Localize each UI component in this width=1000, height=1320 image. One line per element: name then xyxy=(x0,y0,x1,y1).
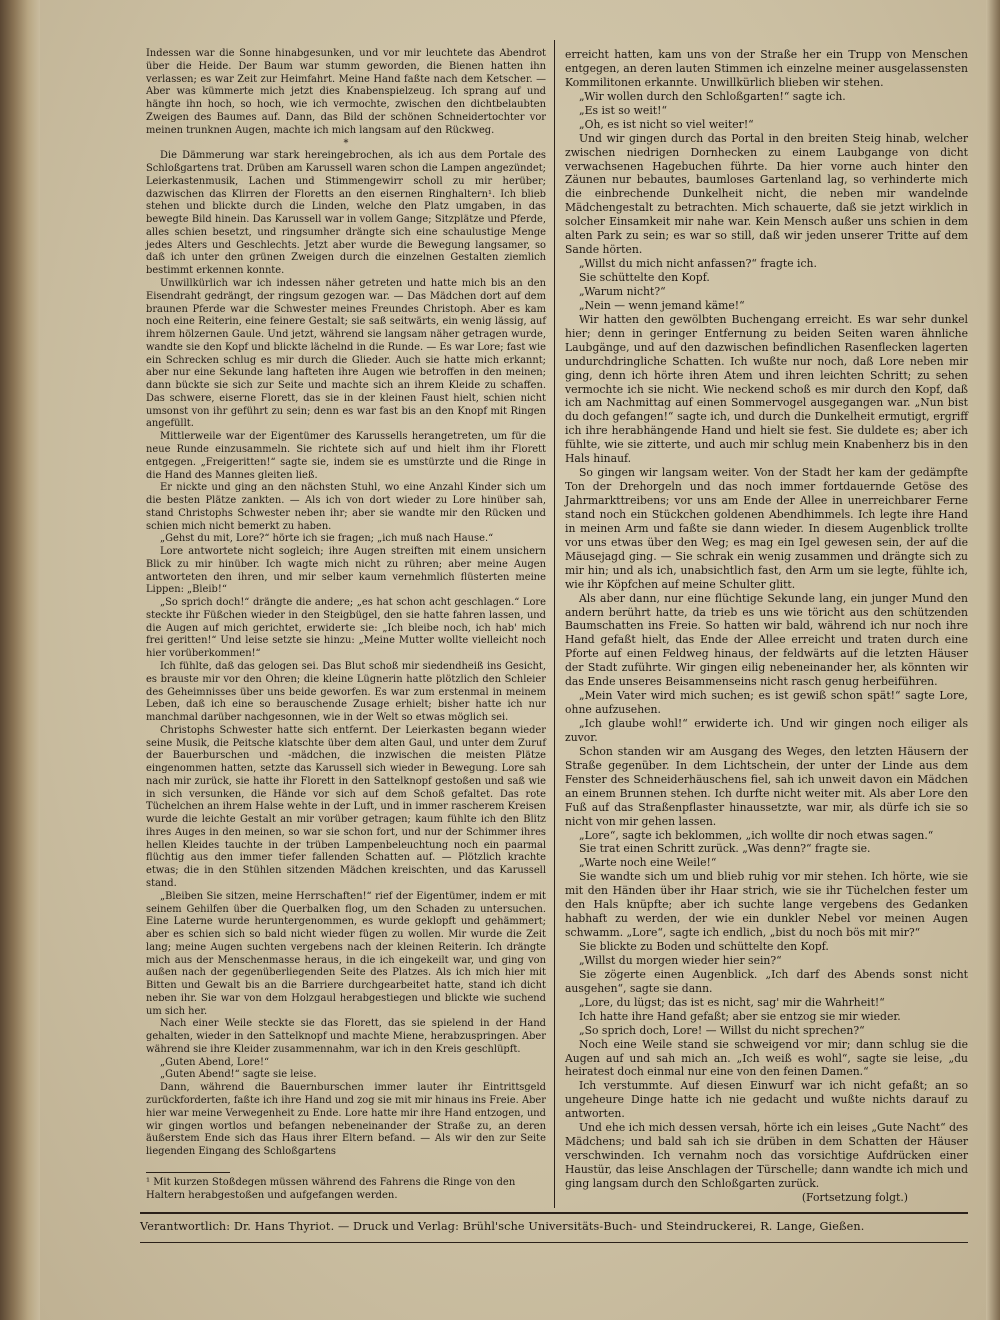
book-binding xyxy=(0,0,40,1320)
paragraph: Als aber dann, nur eine flüchtige Sekunde lang, ein junger Mund den andern berührt hatte, da trieb es uns wie töricht aus den schützenden Baumschatten ins Freie. So hatten wir bald, während ich nur noch ihre Hand gefaßt hielt, das Ende der Allee erreicht und traten durch eine Pforte auf einen Feldweg hinaus, der feldwärts auf die letzten Häuser der Stadt zuführte. Wir gingen eilig nebeneinander her, als könnten wir das Ende unseres Beisammenseins nicht rasch genug herbeiführen. xyxy=(565,591,968,689)
paragraph: „Ich glaube wohl!“ erwiderte ich. Und wir gingen noch eiliger als zuvor. xyxy=(565,717,968,744)
paragraph: „Es ist so weit!“ xyxy=(579,103,667,117)
paragraph: „Guten Abend, Lore!“ xyxy=(160,1056,270,1068)
paragraph: Noch eine Weile stand sie schweigend vor mir; dann schlug sie die Augen auf und sah mich an. „Ich weiß es wohl“, sagte sie leise, „du heiratest doch einmal nur eine von den feinen Damen.“ xyxy=(565,1037,968,1079)
paragraph: Sie trat einen Schritt zurück. „Was denn?“ fragte sie. xyxy=(579,842,871,856)
left-column xyxy=(146,48,546,1159)
imprint-rule-lower xyxy=(140,1242,968,1243)
footnote: ¹ Mit kurzen Stoßdegen müssen während des Fahrens die Ringe von den Haltern herabgestoßen und aufgefangen werden. xyxy=(146,1177,516,1201)
continuation-note: (Fortsetzung folgt.) xyxy=(801,1190,908,1204)
paragraph: Schon standen wir am Ausgang des Weges, den letzten Häusern der Straße gegenüber. In dem Lichtschein, der unter der Linde aus dem Fenster des Schneiderhäuschens fiel, sah ich unweit davon ein Mädchen an einem Brunnen stehen. Ich durfte nicht weiter mit. Als aber Lore den Fuß auf das Straßenpflaster hinaussetzte, war mir, als dürfe ich sie so nicht von mir gehen lassen. xyxy=(565,744,968,828)
paragraph: „Gehst du mit, Lore?“ hörte ich sie fragen; „ich muß nach Hause.“ xyxy=(160,533,494,545)
paragraph: „Bleiben Sie sitzen, meine Herrschaften!“ rief der Eigentümer, indem er mit seinem Gehilfen über die Querbalken flog, um den Schaden zu untersuchen. Eine Laterne wurde heruntergenommen, es wurde geklopft und gehämmert; aber es schien sich so bald nicht wieder fügen zu wollen. Mir wurde die Zeit lang; meine Augen suchten vergebens nach der kleinen Reiterin. Ich drängte mich aus der Menschenmasse heraus, in die ich eingekeilt war, und ging von außen nach der gegenüberliegenden Seite des Platzes. Als ich mich hier mit Bitten und Gewalt bis an die Barriere durchgearbeitet hatte, stand ich dicht neben ihr. Sie war von dem Holzgaul herabgestiegen und blickte wie suchend um sich her. xyxy=(146,890,546,1017)
paragraph: „Wir wollen durch den Schloßgarten!“ sagte ich. xyxy=(579,89,846,103)
paragraph: Ich fühlte, daß das gelogen sei. Das Blut schoß mir siedendheiß ins Gesicht, es brauste mir vor den Ohren; die kleine Lügnerin hatte plötzlich den Schleier des Geheimnisses über uns beide geworfen. Es war zum erstenmal in meinem Leben, daß ich eine so berauschende Zusage erhielt; bisher hatte ich nur manchmal darüber nachgesonnen, wie in der Welt so etwas möglich sei. xyxy=(146,660,546,724)
paragraph: „Nein — wenn jemand käme!“ xyxy=(579,298,745,312)
column-divider xyxy=(554,40,555,1208)
paragraph: Und ehe ich mich dessen versah, hörte ich ein leises „Gute Nacht“ des Mädchens; und bald sah ich sie drüben in dem Schatten der Häuser verschwinden. Ich vernahm noch das vorsichtige Aufdrücken einer Haustür, das leise Anschlagen der Türschelle; dann wandte ich mich und ging langsam durch den Schloßgarten zurück. xyxy=(565,1121,968,1190)
paragraph: Unwillkürlich war ich indessen näher getreten und hatte mich bis an den Eisendraht gedrängt, der ringsum gezogen war. — Das Mädchen dort auf dem braunen Pferde war die Schwester meines Freundes Christoph. Aber es kam noch eine Reiterin, eine feinere Gestalt; sie saß seitwärts, ein wenig lässig, auf ihrem hölzernen Gaule. Und jetzt, während sie langsam näher getragen wurde, wandte sie den Kopf und blickte lächelnd in die Runde. — Es war Lore; fast wie ein Schrecken schlug es mir durch die Glieder. Auch sie hatte mich erkannt; aber nur eine Sekunde lang hafteten ihre Augen wie betroffen in den meinen; dann bückte sie sich zur Seite und machte sich an ihrem Kleide zu schaffen. Das schwere, eiserne Florett, das sie in der kleinen Faust hielt, schien nicht umsonst von ihr geführt zu sein; denn es war fast bis an den Knopf mit Ringen angefüllt. xyxy=(146,278,546,430)
paragraph: Sie blickte zu Boden und schüttelte den Kopf. xyxy=(579,940,829,953)
paragraph: Mittlerweile war der Eigentümer des Karussells herangetreten, um für die neue Runde einzusammeln. Sie richtete sich auf und hielt ihm ihr Florett entgegen. „Freigeritten!“ sagte sie, indem sie es umstürzte und die Ringe in die Hand des Mannes gleiten ließ. xyxy=(146,431,546,481)
paragraph: So gingen wir langsam weiter. Von der Stadt her kam der gedämpfte Ton der Drehorgeln und das noch immer fortdauernde Getöse des Jahrmarkttreibens; vor uns am Ende der Allee in unerreichbarer Ferne stand noch ein Stückchen goldenen Abendhimmels. Ich legte ihre Hand in meinen Arm und faßte sie dann wieder. In diesem Augenblick trollte vor uns etwas über den Weg; es mag ein Igel gewesen sein, der auf die Mäusejagd ging. — Sie schrak ein wenig zusammen und drängte sich zu mir hin; und als ich, unabsichtlich fast, den Arm um sie legte, fühlte ich, wie ihr Köpfchen auf meine Schulter glitt. xyxy=(565,466,968,591)
paragraph: erreicht hatten, kam uns von der Straße her ein Trupp von Menschen entgegen, an deren lauten Stimmen ich einzelne meiner ausgelassensten Kommilitonen erkannte. Unwillkürlich blieben wir stehen. xyxy=(565,48,968,89)
paragraph: „Oh, es ist nicht so viel weiter!“ xyxy=(579,117,754,131)
footnote-rule xyxy=(146,1172,230,1173)
paragraph: „Warte noch eine Weile!“ xyxy=(579,856,717,870)
paragraph: „So sprich doch, Lore! — Willst du nicht sprechen?“ xyxy=(579,1023,865,1037)
page-edge xyxy=(986,0,1000,1320)
paragraph: „Guten Abend!“ sagte sie leise. xyxy=(160,1069,317,1081)
imprint-line: Verantwortlich: Dr. Hans Thyriot. — Druck und Verlag: Brühl'sche Universitäts-Buch- und Steindruckerei, R. Lange, Gießen. xyxy=(140,1220,865,1233)
paragraph: Lore antwortete nicht sogleich; ihre Augen streiften mit einem unsichern Blick zu mir hinüber. Ich wagte mich nicht zu rühren; aber meine Augen antworteten den ihren, und mir selber kaum vernehmlich flüsterten meine Lippen: „Bleib!“ xyxy=(146,546,546,596)
paragraph: „So sprich doch!“ drängte die andere; „es hat schon acht geschlagen.“ Lore steckte ihr Füßchen wieder in den Steigbügel, den sie hatte fahren lassen, und die Augen auf mich gerichtet, erwiderte sie: „Ich bleibe noch, ich hab' mich frei geritten!“ Und leise setzte sie hinzu: „Meine Mutter wollte vielleicht noch hier vorüberkommen!“ xyxy=(146,597,546,660)
paragraph: Dann, während die Bauernburschen immer lauter ihr Eintrittsgeld zurückforderten, faßte ich ihre Hand und zog sie mit mir hinaus ins Freie. Aber hier war meine Verwegenheit zu Ende. Lore hatte mir ihre Hand entzogen, und wir gingen wortlos und befangen nebeneinander der Straße zu, an deren äußerstem Ende sich das Haus ihrer Eltern befand. — Als wir den zur Seite liegenden Eingang des Schloßgartens xyxy=(146,1082,546,1158)
paragraph: Christophs Schwester hatte sich entfernt. Der Leierkasten begann wieder seine Musik, die Peitsche klatschte über dem alten Gaul, und unter dem Zuruf der Bauerburschen und -mädchen, die inzwischen die meisten Plätze eingenommen hatten, setzte das Karussell sich wieder in Bewegung. Lore sah nach mir zurück, sie hatte ihr Florett in den Sattelknopf gestoßen und saß wie in sich versunken, die Hände vor sich auf dem Schoß gefaltet. Das rote Tüchelchen an ihrem Halse wehte in der Luft, und in immer rascherem Kreisen wurde die leichte Gestalt an mir vorüber getragen; kaum fühlte ich den Blitz ihres Auges in den meinen, so war sie schon fort, und nur der Schimmer ihres hellen Kleides tauchte in der trüben Lampenbeleuchtung noch ein paarmal flüchtig aus den immer tiefer fallenden Schatten auf. — Plötzlich krachte etwas; die in den Stühlen sitzenden Mädchen kreischten, und das Karussell stand. xyxy=(146,724,546,889)
paragraph: „Lore, du lügst; das ist es nicht, sag' mir die Wahrheit!“ xyxy=(579,995,885,1009)
section-separator: * xyxy=(343,138,349,150)
paragraph: Nach einer Weile steckte sie das Florett, das sie spielend in der Hand gehalten, wieder in den Sattelknopf und machte Miene, herabzuspringen. Aber während sie ihre Kleider zusammennahm, war ich in den Kreis geschlüpft. xyxy=(146,1018,546,1055)
paragraph: Ich hatte ihre Hand gefaßt; aber sie entzog sie mir wieder. xyxy=(579,1009,901,1023)
paragraph: Sie wandte sich um und blieb ruhig vor mir stehen. Ich hörte, wie sie mit den Händen über ihr Haar strich, wie sie ihr Tüchelchen fester um den Hals knüpfte; aber ich suchte lange vergebens des Gedanken habhaft zu werden, der wie ein dunkler Nebel vor meinen Augen schwamm. „Lore“, sagte ich endlich, „bist du noch bös mit mir?“ xyxy=(565,870,968,940)
paragraph: Die Dämmerung war stark hereingebrochen, als ich aus dem Portale des Schloßgartens trat. Drüben am Karussell waren schon die Lampen angezündet; Leierkastenmusik, Lachen und Stimmengewirr scholl zu mir herüber; dazwischen das Klirren der Floretts an den eisernen Ringhaltern¹. Ich blieb stehen und blickte durch die Linden, welche den Platz umgaben, in das bewegte Bild hinein. Das Karussell war in vollem Gange; Sitzplätze und Pferde, alles schien besetzt, und ringsumher drängte sich eine schaulustige Menge jedes Alters und Geschlechts. Jetzt aber wurde die Bewegung langsamer, so daß ich unter den grünen Zweigen durch die einzelnen Gestalten ziemlich bestimmt erkennen konnte. xyxy=(146,150,546,277)
paragraph: „Lore“, sagte ich beklommen, „ich wollte dir noch etwas sagen.“ xyxy=(579,828,934,842)
right-column xyxy=(565,48,968,1205)
paragraph: Sie schüttelte den Kopf. xyxy=(579,271,710,284)
paragraph: Er nickte und ging an den nächsten Stuhl, wo eine Anzahl Kinder sich um die besten Plätze zankten. — Als ich von dort wieder zu Lore hinüber sah, stand Christophs Schwester neben ihr; aber sie wandte mir den Rücken und schien mich nicht bemerkt zu haben. xyxy=(146,482,546,532)
paragraph: „Willst du mich nicht anfassen?“ fragte ich. xyxy=(579,257,817,271)
paragraph: „Mein Vater wird mich suchen; es ist gewiß schon spät!“ sagte Lore, ohne aufzusehen. xyxy=(565,689,968,717)
paragraph: „Warum nicht?“ xyxy=(579,284,666,298)
paragraph: Sie zögerte einen Augenblick. „Ich darf des Abends sonst nicht ausgehen“, sagte sie dann. xyxy=(565,967,968,995)
paragraph: Indessen war die Sonne hinabgesunken, und vor mir leuchtete das Abendrot über die Heide. Der Baum war stumm geworden, die Bienen hatten ihn verlassen; es war Zeit zur Heimfahrt. Meine Hand faßte nach dem Ketscher. — Aber was kümmerte mich jetzt dies Knabenspielzeug. Ich sprang auf und hängte ihn hoch, so hoch, wie ich vermochte, zwischen den dichtbelaubten Zweigen des Baumes auf. Dann, das Bild der schönen Schneidertochter vor meinen trunknen Augen, machte ich mich langsam auf den Rückweg. xyxy=(146,48,546,136)
paragraph: „Willst du morgen wieder hier sein?“ xyxy=(579,953,782,967)
imprint-rule xyxy=(140,1212,968,1214)
paragraph: Ich verstummte. Auf diesen Einwurf war ich nicht gefaßt; an so ungeheure Dinge hatte ich nie gedacht und wußte nichts darauf zu antworten. xyxy=(565,1079,968,1121)
paragraph: Wir hatten den gewölbten Buchengang erreicht. Es war sehr dunkel hier; denn in geringer Entfernung zu beiden Seiten waren ähnliche Laubgänge, und auf den dazwischen befindlichen Rasenflecken lagerten undurchdringliche Schatten. Ich wußte nur noch, daß Lore neben mir ging, denn ich hörte ihren Atem und ihren leichten Schritt; zu sehen vermochte ich sie nicht. Wie neckend schoß es mir durch den Kopf, daß ich am Nachmittag auf einen Sommervogel ausgegangen war. „Nun bist du doch gefangen!“ sagte ich, und durch die Dunkelheit ermutigt, ergriff ich ihre herabhängende Hand und hielt sie fest. Sie duldete es; aber ich fühlte, wie sie zitterte, und auch mir schlug mein Knabenherz bis in den Hals hinauf. xyxy=(565,312,968,466)
paragraph: Und wir gingen durch das Portal in den breiten Steig hinab, welcher zwischen niedrigen Dornhecken zu einem Laubgange von dicht verwachsenen Hagebuchen führte. Da hier vorne auch hinter den Zäunen nur bebautes, baumloses Gartenland lag, so verhinderte mich die einbrechende Dunkelheit nicht, die neben mir wandelnde Mädchengestalt zu betrachten. Mich schauerte, daß sie jetzt wirklich in solcher Einsamkeit mir nahe war. Kein Mensch außer uns schien in dem alten Park zu sein; es war so still, daß wir jeden unserer Tritte auf dem Sande hörten. xyxy=(565,131,968,257)
